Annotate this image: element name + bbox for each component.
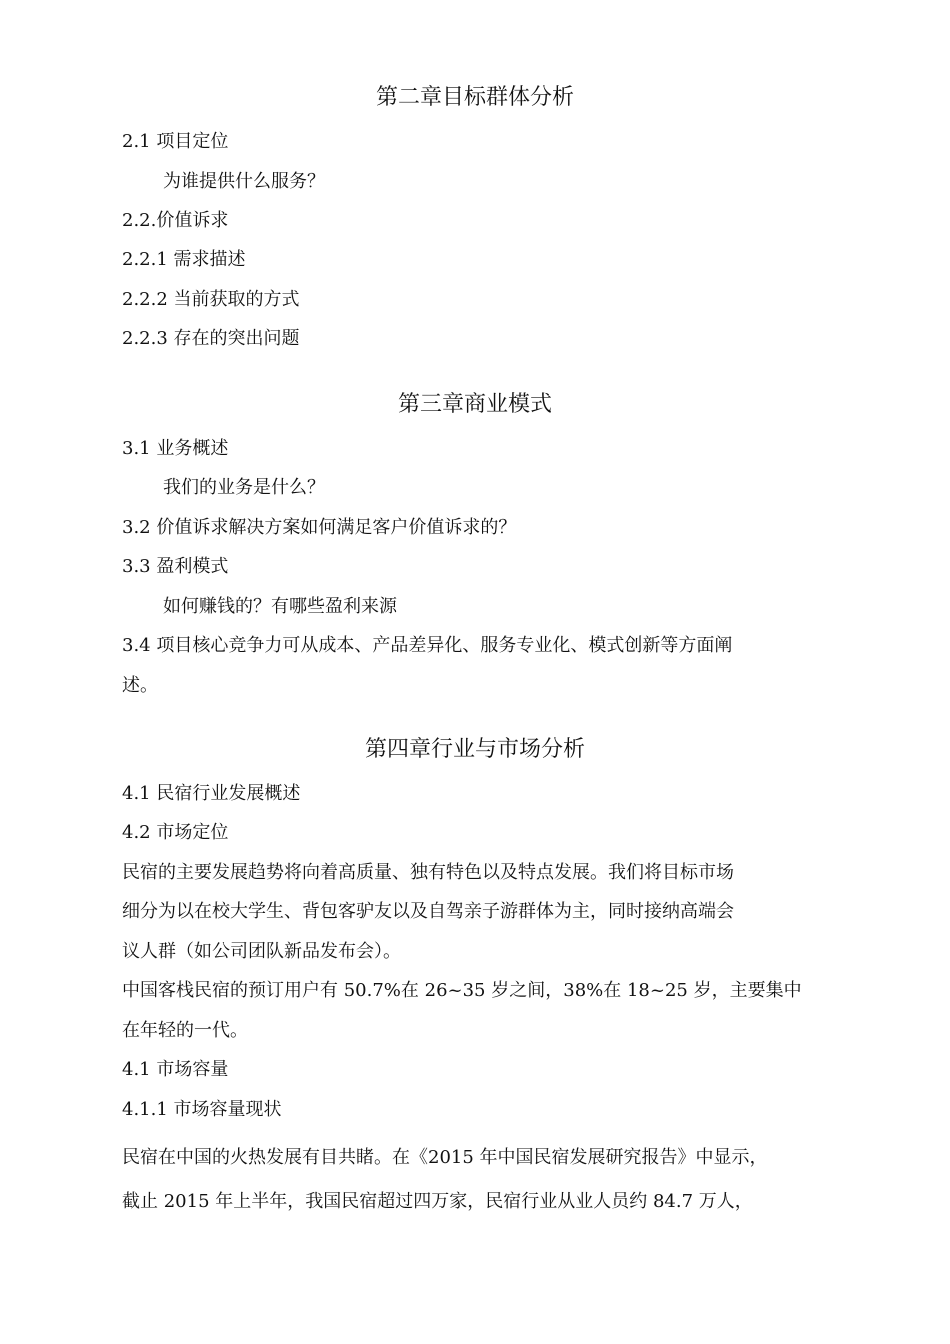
section-4-1: 4.1 民宿行业发展概述 (122, 783, 301, 804)
section-3-1: 3.1 业务概述 (122, 438, 229, 459)
paragraph-3-line-1: 民宿在中国的火热发展有目共睹。在《2015 年中国民宿发展研究报告》中显示， (122, 1147, 768, 1168)
section-3-2: 3.2 价值诉求解决方案如何满足客户价值诉求的？ (122, 517, 517, 538)
section-4-2: 4.2 市场定位 (122, 822, 229, 843)
section-2-2-1: 2.2.1 需求描述 (122, 249, 246, 270)
section-2-2-2: 2.2.2 当前获取的方式 (122, 289, 300, 310)
paragraph-1-line-1: 民宿的主要发展趋势将向着高质量、独有特色以及特点发展。我们将目标市场 (122, 862, 734, 883)
section-2-1-question: 为谁提供什么服务？ (163, 171, 325, 192)
section-2-2-3: 2.2.3 存在的突出问题 (122, 328, 300, 349)
paragraph-1-line-3: 议人群（如公司团队新品发布会）。 (122, 941, 401, 962)
paragraph-3-line-2: 截止 2015 年上半年，我国民宿超过四万家，民宿行业从业人员约 84.7 万人， (122, 1191, 753, 1212)
section-3-4-line-2: 述。 (122, 675, 158, 696)
section-2-2: 2.2.价值诉求 (122, 210, 229, 231)
chapter-2-title: 第二章目标群体分析 (375, 85, 574, 110)
chapter-4-title: 第四章行业与市场分析 (364, 737, 585, 762)
section-3-3: 3.3 盈利模式 (122, 556, 229, 577)
paragraph-1-line-2: 细分为以在校大学生、背包客驴友以及自驾亲子游群体为主，同时接纳高端会 (122, 901, 734, 922)
section-3-3-question: 如何赚钱的？有哪些盈利来源 (163, 596, 397, 617)
section-4-1-1: 4.1.1 市场容量现状 (122, 1099, 282, 1120)
chapter-3-title: 第三章商业模式 (397, 392, 552, 417)
paragraph-2-line-1: 中国客栈民宿的预订用户有 50.7%在 26~35 岁之间，38%在 18~25 岁，主要集中 (122, 980, 802, 1001)
section-2-1: 2.1 项目定位 (122, 131, 229, 152)
section-3-4-line-1: 3.4 项目核心竞争力可从成本、产品差异化、服务专业化、模式创新等方面阐 (122, 635, 733, 656)
paragraph-2-line-2: 在年轻的一代。 (122, 1020, 248, 1041)
section-4-1-market-capacity: 4.1 市场容量 (122, 1059, 229, 1080)
section-3-1-question: 我们的业务是什么？ (163, 477, 325, 498)
